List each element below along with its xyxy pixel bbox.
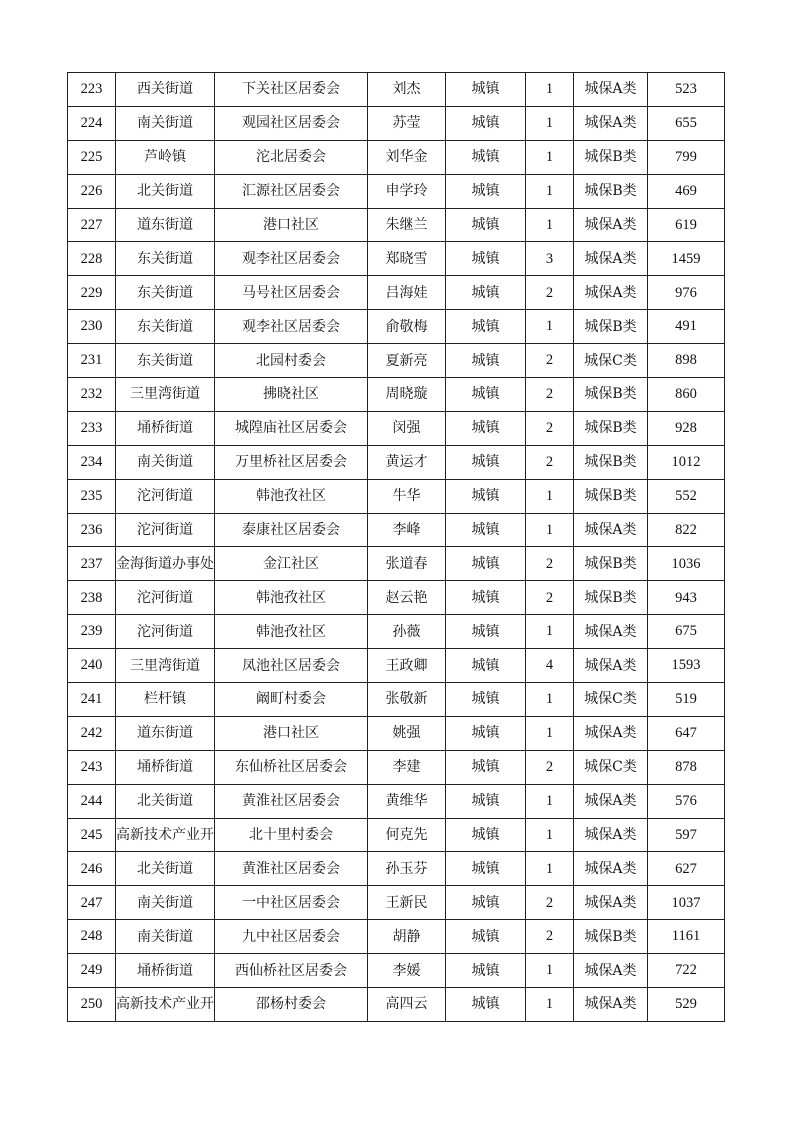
amount-cell: 1593 — [648, 649, 725, 683]
household-type-cell: 城镇 — [446, 581, 526, 615]
name-cell: 李媛 — [368, 954, 446, 988]
subdistrict-cell: 南关街道 — [116, 106, 215, 140]
subdistrict-cell: 埇桥街道 — [116, 750, 215, 784]
table-row — [68, 344, 725, 378]
category-cell: 城保A类 — [574, 208, 648, 242]
name-cell: 何克先 — [368, 818, 446, 852]
household-size-cell: 1 — [526, 615, 574, 649]
table-row — [68, 378, 725, 412]
name-cell: 申学玲 — [368, 174, 446, 208]
amount-cell: 943 — [648, 581, 725, 615]
community-cell: 万里桥社区居委会 — [215, 445, 368, 479]
category-cell: 城保A类 — [574, 988, 648, 1022]
amount-cell: 1161 — [648, 920, 725, 954]
amount-cell: 519 — [648, 683, 725, 717]
amount-cell: 976 — [648, 276, 725, 310]
name-cell: 黄维华 — [368, 784, 446, 818]
table-row — [68, 140, 725, 174]
subdistrict-cell: 东关街道 — [116, 276, 215, 310]
household-type-cell: 城镇 — [446, 73, 526, 107]
category-cell: 城保C类 — [574, 344, 648, 378]
serial-number-cell: 225 — [68, 140, 116, 174]
amount-cell: 878 — [648, 750, 725, 784]
household-type-cell: 城镇 — [446, 615, 526, 649]
name-cell: 闵强 — [368, 411, 446, 445]
community-cell: 凤池社区居委会 — [215, 649, 368, 683]
table-row — [68, 920, 725, 954]
subdistrict-cell: 西关街道 — [116, 73, 215, 107]
household-type-cell: 城镇 — [446, 140, 526, 174]
amount-cell: 675 — [648, 615, 725, 649]
table-row — [68, 954, 725, 988]
household-type-cell: 城镇 — [446, 208, 526, 242]
serial-number-cell: 248 — [68, 920, 116, 954]
household-size-cell: 2 — [526, 750, 574, 784]
name-cell: 刘华金 — [368, 140, 446, 174]
subdistrict-cell: 芦岭镇 — [116, 140, 215, 174]
name-cell: 黄运才 — [368, 445, 446, 479]
household-size-cell: 1 — [526, 716, 574, 750]
household-size-cell: 1 — [526, 818, 574, 852]
serial-number-cell: 244 — [68, 784, 116, 818]
category-cell: 城保B类 — [574, 547, 648, 581]
household-type-cell: 城镇 — [446, 344, 526, 378]
household-size-cell: 1 — [526, 852, 574, 886]
amount-cell: 529 — [648, 988, 725, 1022]
household-size-cell: 4 — [526, 649, 574, 683]
category-cell: 城保B类 — [574, 378, 648, 412]
subdistrict-cell: 北关街道 — [116, 852, 215, 886]
household-type-cell: 城镇 — [446, 750, 526, 784]
subdistrict-cell: 沱河街道 — [116, 615, 215, 649]
household-size-cell: 1 — [526, 954, 574, 988]
community-cell: 观李社区居委会 — [215, 310, 368, 344]
household-size-cell: 2 — [526, 276, 574, 310]
community-cell: 沱北居委会 — [215, 140, 368, 174]
subdistrict-cell: 东关街道 — [116, 310, 215, 344]
household-size-cell: 2 — [526, 378, 574, 412]
amount-cell: 898 — [648, 344, 725, 378]
serial-number-cell: 249 — [68, 954, 116, 988]
household-type-cell: 城镇 — [446, 716, 526, 750]
household-size-cell: 2 — [526, 886, 574, 920]
community-cell: 西仙桥社区居委会 — [215, 954, 368, 988]
table-row — [68, 174, 725, 208]
serial-number-cell: 228 — [68, 242, 116, 276]
household-size-cell: 1 — [526, 479, 574, 513]
name-cell: 高四云 — [368, 988, 446, 1022]
serial-number-cell: 239 — [68, 615, 116, 649]
serial-number-cell: 240 — [68, 649, 116, 683]
table-row — [68, 310, 725, 344]
household-type-cell: 城镇 — [446, 106, 526, 140]
name-cell: 孙玉芬 — [368, 852, 446, 886]
serial-number-cell: 234 — [68, 445, 116, 479]
household-size-cell: 1 — [526, 73, 574, 107]
category-cell: 城保B类 — [574, 411, 648, 445]
subdistrict-cell: 道东街道 — [116, 208, 215, 242]
community-cell: 韩池孜社区 — [215, 581, 368, 615]
community-cell: 观李社区居委会 — [215, 242, 368, 276]
subdistrict-cell: 南关街道 — [116, 920, 215, 954]
name-cell: 吕海娃 — [368, 276, 446, 310]
serial-number-cell: 250 — [68, 988, 116, 1022]
community-cell: 邵杨村委会 — [215, 988, 368, 1022]
category-cell: 城保A类 — [574, 276, 648, 310]
name-cell: 周晓璇 — [368, 378, 446, 412]
amount-cell: 597 — [648, 818, 725, 852]
household-type-cell: 城镇 — [446, 174, 526, 208]
name-cell: 姚强 — [368, 716, 446, 750]
household-size-cell: 1 — [526, 310, 574, 344]
name-cell: 李峰 — [368, 513, 446, 547]
table-row — [68, 242, 725, 276]
table-row — [68, 276, 725, 310]
table-row — [68, 886, 725, 920]
category-cell: 城保A类 — [574, 73, 648, 107]
category-cell: 城保C类 — [574, 750, 648, 784]
community-cell: 北十里村委会 — [215, 818, 368, 852]
subdistrict-cell: 沱河街道 — [116, 513, 215, 547]
name-cell: 赵云艳 — [368, 581, 446, 615]
name-cell: 李建 — [368, 750, 446, 784]
household-type-cell: 城镇 — [446, 242, 526, 276]
category-cell: 城保B类 — [574, 920, 648, 954]
amount-cell: 928 — [648, 411, 725, 445]
household-type-cell: 城镇 — [446, 886, 526, 920]
household-type-cell: 城镇 — [446, 954, 526, 988]
community-cell: 下关社区居委会 — [215, 73, 368, 107]
community-cell: 东仙桥社区居委会 — [215, 750, 368, 784]
community-cell: 北园村委会 — [215, 344, 368, 378]
household-size-cell: 1 — [526, 988, 574, 1022]
household-type-cell: 城镇 — [446, 649, 526, 683]
table-row — [68, 445, 725, 479]
category-cell: 城保A类 — [574, 784, 648, 818]
serial-number-cell: 241 — [68, 683, 116, 717]
table-row — [68, 479, 725, 513]
table-row — [68, 581, 725, 615]
table-row — [68, 106, 725, 140]
name-cell: 张道春 — [368, 547, 446, 581]
serial-number-cell: 245 — [68, 818, 116, 852]
name-cell: 王政卿 — [368, 649, 446, 683]
household-type-cell: 城镇 — [446, 445, 526, 479]
name-cell: 牛华 — [368, 479, 446, 513]
community-cell: 韩池孜社区 — [215, 615, 368, 649]
name-cell: 孙薇 — [368, 615, 446, 649]
serial-number-cell: 243 — [68, 750, 116, 784]
table-row — [68, 852, 725, 886]
amount-cell: 647 — [648, 716, 725, 750]
community-cell: 黄淮社区居委会 — [215, 852, 368, 886]
household-type-cell: 城镇 — [446, 513, 526, 547]
community-cell: 港口社区 — [215, 208, 368, 242]
serial-number-cell: 230 — [68, 310, 116, 344]
subdistrict-cell: 金海街道办事处 — [116, 547, 215, 581]
category-cell: 城保B类 — [574, 310, 648, 344]
table-row — [68, 784, 725, 818]
serial-number-cell: 227 — [68, 208, 116, 242]
amount-cell: 469 — [648, 174, 725, 208]
amount-cell: 576 — [648, 784, 725, 818]
subdistrict-cell: 高新技术产业开 — [116, 818, 215, 852]
household-size-cell: 2 — [526, 411, 574, 445]
category-cell: 城保A类 — [574, 886, 648, 920]
name-cell: 张敬新 — [368, 683, 446, 717]
community-cell: 拂晓社区 — [215, 378, 368, 412]
community-cell: 港口社区 — [215, 716, 368, 750]
serial-number-cell: 226 — [68, 174, 116, 208]
household-type-cell: 城镇 — [446, 818, 526, 852]
subdistrict-cell: 埇桥街道 — [116, 411, 215, 445]
subdistrict-cell: 东关街道 — [116, 242, 215, 276]
category-cell: 城保A类 — [574, 106, 648, 140]
table-row — [68, 683, 725, 717]
table-row — [68, 615, 725, 649]
household-type-cell: 城镇 — [446, 310, 526, 344]
amount-cell: 655 — [648, 106, 725, 140]
serial-number-cell: 233 — [68, 411, 116, 445]
household-size-cell: 2 — [526, 581, 574, 615]
subdistrict-cell: 道东街道 — [116, 716, 215, 750]
subdistrict-cell: 东关街道 — [116, 344, 215, 378]
household-size-cell: 1 — [526, 140, 574, 174]
household-type-cell: 城镇 — [446, 852, 526, 886]
community-cell: 金江社区 — [215, 547, 368, 581]
category-cell: 城保C类 — [574, 683, 648, 717]
table-row — [68, 649, 725, 683]
community-cell: 城隍庙社区居委会 — [215, 411, 368, 445]
name-cell: 王新民 — [368, 886, 446, 920]
category-cell: 城保A类 — [574, 954, 648, 988]
serial-number-cell: 247 — [68, 886, 116, 920]
household-size-cell: 1 — [526, 174, 574, 208]
subdistrict-cell: 三里湾街道 — [116, 378, 215, 412]
amount-cell: 1037 — [648, 886, 725, 920]
community-cell: 泰康社区居委会 — [215, 513, 368, 547]
category-cell: 城保B类 — [574, 581, 648, 615]
amount-cell: 491 — [648, 310, 725, 344]
serial-number-cell: 223 — [68, 73, 116, 107]
household-type-cell: 城镇 — [446, 683, 526, 717]
subdistrict-cell: 北关街道 — [116, 174, 215, 208]
amount-cell: 619 — [648, 208, 725, 242]
household-type-cell: 城镇 — [446, 920, 526, 954]
community-cell: 韩池孜社区 — [215, 479, 368, 513]
name-cell: 刘杰 — [368, 73, 446, 107]
serial-number-cell: 231 — [68, 344, 116, 378]
community-cell: 汇源社区居委会 — [215, 174, 368, 208]
name-cell: 苏莹 — [368, 106, 446, 140]
category-cell: 城保A类 — [574, 242, 648, 276]
community-cell: 阚町村委会 — [215, 683, 368, 717]
household-type-cell: 城镇 — [446, 276, 526, 310]
household-type-cell: 城镇 — [446, 784, 526, 818]
household-size-cell: 3 — [526, 242, 574, 276]
community-cell: 九中社区居委会 — [215, 920, 368, 954]
subdistrict-cell: 三里湾街道 — [116, 649, 215, 683]
category-cell: 城保A类 — [574, 818, 648, 852]
subdistrict-cell: 栏杆镇 — [116, 683, 215, 717]
table-row — [68, 988, 725, 1022]
subdistrict-cell: 沱河街道 — [116, 581, 215, 615]
amount-cell: 822 — [648, 513, 725, 547]
serial-number-cell: 232 — [68, 378, 116, 412]
community-cell: 黄淮社区居委会 — [215, 784, 368, 818]
community-cell: 马号社区居委会 — [215, 276, 368, 310]
household-type-cell: 城镇 — [446, 988, 526, 1022]
name-cell: 郑晓雪 — [368, 242, 446, 276]
household-size-cell: 2 — [526, 920, 574, 954]
serial-number-cell: 229 — [68, 276, 116, 310]
household-size-cell: 1 — [526, 683, 574, 717]
household-type-cell: 城镇 — [446, 411, 526, 445]
table-row — [68, 716, 725, 750]
subdistrict-cell: 南关街道 — [116, 886, 215, 920]
household-type-cell: 城镇 — [446, 547, 526, 581]
amount-cell: 799 — [648, 140, 725, 174]
household-size-cell: 1 — [526, 513, 574, 547]
serial-number-cell: 238 — [68, 581, 116, 615]
table-row — [68, 73, 725, 107]
table-row — [68, 411, 725, 445]
household-size-cell: 1 — [526, 106, 574, 140]
amount-cell: 722 — [648, 954, 725, 988]
amount-cell: 1012 — [648, 445, 725, 479]
serial-number-cell: 235 — [68, 479, 116, 513]
subdistrict-cell: 北关街道 — [116, 784, 215, 818]
amount-cell: 1036 — [648, 547, 725, 581]
category-cell: 城保B类 — [574, 174, 648, 208]
category-cell: 城保A类 — [574, 615, 648, 649]
serial-number-cell: 224 — [68, 106, 116, 140]
category-cell: 城保A类 — [574, 716, 648, 750]
table-row — [68, 818, 725, 852]
category-cell: 城保A类 — [574, 513, 648, 547]
name-cell: 俞敬梅 — [368, 310, 446, 344]
amount-cell: 523 — [648, 73, 725, 107]
table-body — [68, 73, 725, 1022]
subdistrict-cell: 埇桥街道 — [116, 954, 215, 988]
category-cell: 城保A类 — [574, 852, 648, 886]
category-cell: 城保B类 — [574, 140, 648, 174]
household-size-cell: 1 — [526, 784, 574, 818]
category-cell: 城保B类 — [574, 479, 648, 513]
community-cell: 观园社区居委会 — [215, 106, 368, 140]
amount-cell: 552 — [648, 479, 725, 513]
amount-cell: 1459 — [648, 242, 725, 276]
category-cell: 城保A类 — [574, 649, 648, 683]
table-row — [68, 547, 725, 581]
household-size-cell: 2 — [526, 344, 574, 378]
subdistrict-cell: 沱河街道 — [116, 479, 215, 513]
name-cell: 夏新亮 — [368, 344, 446, 378]
subsidy-roster-table — [67, 72, 725, 1022]
name-cell: 朱继兰 — [368, 208, 446, 242]
category-cell: 城保B类 — [574, 445, 648, 479]
household-size-cell: 2 — [526, 445, 574, 479]
household-size-cell: 1 — [526, 208, 574, 242]
table-row — [68, 750, 725, 784]
amount-cell: 627 — [648, 852, 725, 886]
subdistrict-cell: 南关街道 — [116, 445, 215, 479]
table-row — [68, 208, 725, 242]
serial-number-cell: 236 — [68, 513, 116, 547]
subdistrict-cell: 高新技术产业开 — [116, 988, 215, 1022]
amount-cell: 860 — [648, 378, 725, 412]
serial-number-cell: 237 — [68, 547, 116, 581]
household-type-cell: 城镇 — [446, 479, 526, 513]
household-type-cell: 城镇 — [446, 378, 526, 412]
table-row — [68, 513, 725, 547]
serial-number-cell: 246 — [68, 852, 116, 886]
serial-number-cell: 242 — [68, 716, 116, 750]
community-cell: 一中社区居委会 — [215, 886, 368, 920]
name-cell: 胡静 — [368, 920, 446, 954]
household-size-cell: 2 — [526, 547, 574, 581]
